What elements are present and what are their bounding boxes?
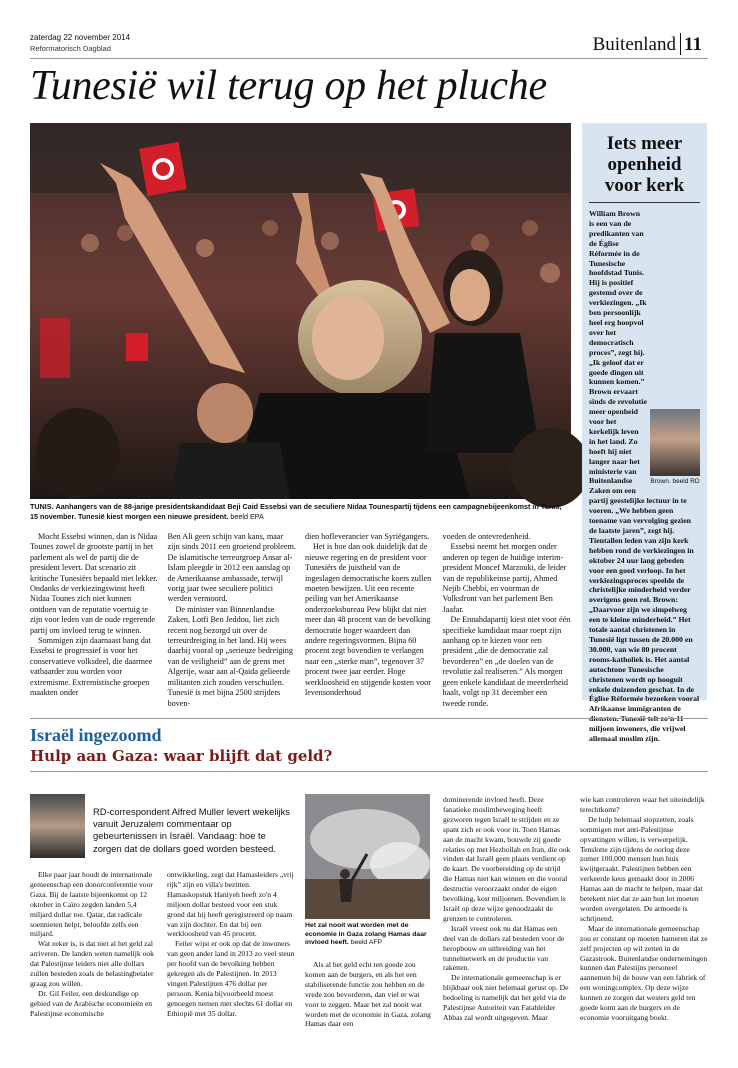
caption-label: TUNIS. [30,502,54,511]
main-photo [30,123,571,499]
sidebar-text: William Brown is een van de predikanten van de Église Réformée in de Tunesische hoofdstad Tunis. Hij is positief gestemd over de verkiezingen. „Ik ben persoonlijk heel erg hoopvol over het democratisch proces”, zegt hij. „Ik geloof dat er goede dingen uit kunnen komen.” Brown ervaart sinds de revolutie meer openheid voor het kerkelijk leven in het land. Zo hoeft hij niet langer naar het ministerie van Buitenlandse Zaken om een partij geestelijke lectuur in te voeren. „We hebben geen toename van vervolging gezien de laatste jaren”, zegt hij. Tientallen leden van zijn kerk hebben rond de verkiezingen in oktober 24 uur lang gebeden voor een goed verloop. In het verkiezingsproces speelde de christelijke minderheid verder overigens geen rol. Brown: „Daarvoor zijn we simpelweg een te kleine minderheid.” Het totale aantal christenen in Tunesië ligt tussen de 20.000 en 30.000, van wie 80 procent rooms-katholiek is. Het aantal autochtone Tunesische christenen wordt op hooguit enkele duizenden geschat. In de Église Réformée bezoeken vooral Afrikaanse immigranten de miljoen inwoners, die vrijwel allemaal moslim zijn. [589,209,700,744]
newspaper-name: Reformatorisch Dagblad [30,44,111,53]
paragraph: Maar de internationale gemeenschap zou er constant op moeten hameren dat ze zelf projecten op wil zetten in de Gazastrook. Buitenlandse ondernemingen kunnen dan Palestijns personeel aannemen bij de bouw van een fabriek of een woningcomplex. Op deze wijze kunnen ze zorgen dat westers geld ten goede komt aan de burgers en de economie vooruitgang boekt. [580,923,708,1022]
paragraph: Ben Ali geen schijn van kans, maar zijn sinds 2011 een groeiend probleem. De islamitische terreurgroep Ansar al-Islam pleegde in 2012 een aanslag op de Amerikaanse ambassade, terwijl vorig jaar twee seculiere politici werden vermoord. [167,532,296,604]
paragraph: Sommigen zijn daarnaast bang dat Essebsi te progressief is voor het conservatieve volksdeel, die daarmee vatbaarder zou worden voor extremisme. Extremistische groepen maakten onder [30,636,153,698]
paragraph: ontwikkeling, zegt dat Hamasleiders „vrij rijk” zijn en villa's bezitten. Hamaskopstuk Haniyeh heeft zo'n 4 miljoen dollar besteed voor een stuk grond dat hij heeft geregistreerd op naam van zijn dochter. En dat bij een werkloosheid van 45 procent. [167,870,294,939]
portrait-caption: Brown. beeld RD [650,478,700,485]
portrait-photo [650,409,700,476]
paragraph: Als al het geld echt ten goede zou komen aan de burgers, en als het een stabiliserende functie zou hebben en de vrede zou bevorderen, dan viel er wat voor te zeggen. Maar het zal nooit wat worden met de economie in Gaza, zolang Hamas daar een [305,960,431,1029]
article-column [30,532,159,707]
gaza-photo-caption [305,922,430,948]
caption-text: Het zal nooit wat worden met de economie in Gaza zolang Hamas daar invloed heeft. [305,922,427,947]
section-rule [30,771,708,772]
header-separator [680,33,681,55]
paragraph: Elke paar jaar houdt de internationale gemeenschap een donorconferentie voor Gaza. Bij de laatste bijeenkomst op 12 oktober in Caïro zegden landen 5,4 miljard dollar toe. Qatar, dat radicale soennieten helpt, beloofde zelfs een miljard. [30,870,153,939]
article-column [580,795,708,1060]
paragraph: De Ennahdapartij kiest niet voor één specifieke kandidaat maar roept zijn aanhang op te kiezen voor een president „die de democratie zal bevorderen” en „de doelen van de revolutie zal realiseren.” Als morgen geen enkele kandidaat de meerderheid haalt, volgt op 31 december een tweede ronde. [442,615,571,708]
portrait [650,409,700,486]
article-column [168,532,297,707]
page-number: 11 [684,34,702,55]
sidebar-title: Iets meer openheid voor kerk [604,133,685,196]
main-photo-caption [30,502,571,522]
paragraph: Het is hoe dan ook duidelijk dat de nieuwe regering en de president voor Tunesiërs de juistheid van de ingeslagen democratische koers zullen moeten bewijzen. Uit een recente peiling van het Amerikaanse onderzoeksbureau Pew blijkt dat niet meer dan 48 procent van de bevolking democratie hoger waardeert dan andere regeringsvormen. Bijna 60 procent zegt bovendien te verlangen naar een „sterke man”, tegenover 37 procent twee jaar eerder. Hoge werkloosheid en stijgende kosten voor levensonderhoud [305,542,432,698]
section-rule [30,718,708,719]
article-intro: RD-correspondent Alfred Muller levert wekelijks vanuit Jeruzalem commentaar op gebeurtenissen in Israël. Vandaag: hoe te zorgen dat de dollars goed worden besteed. [93,806,290,854]
main-article [30,532,571,707]
caption-credit: beeld EPA [230,512,264,521]
article-column [30,870,158,1060]
header-rule [30,58,708,59]
paragraph: voeden de ontevredenheid. [442,532,531,541]
section-title: Buitenland [592,34,676,55]
sidebar-rule [589,202,700,203]
caption-text: Aanhangers van de 88-jarige presidentskandidaat Beji Caid Essebsi van de seculiere Nidaa Tounespartij tijdens een campagnebijeenkomst in Tunis, 15 november. Tunesië kiest morgen een nieuwe president. [30,502,562,521]
article-column [443,795,571,1060]
caption-credit: beeld AFP [350,939,383,947]
paragraph: De internationale gemeenschap is er blijkbaar ook niet helemaal gerust op. De bedoeling is namelijk dat het geld via de Palestijnse Autoriteit van Fatahleider Abbas zal wordt uitgegeven. Maar [443,973,569,1022]
paragraph: Essebsi neemt het morgen onder anderen op tegen de huidige interim-president Moncef Marzouki, de leider van de republikeinse partij, Ahmed Nejib Chebbi, en voorman de Volksfront van het parlement Ben Jaafar. [442,542,567,614]
issue-date: zaterdag 22 november 2014 [30,33,131,42]
main-headline: Tunesië wil terug op het pluche [30,63,547,109]
section-kicker: Israël ingezoomd [30,725,162,745]
paragraph: Wat zeker is, is dat niet al het geld zal arriveren. De landen weten namelijk ook dat Palestijnse leiders niet alle dollars zullen besteden zoals de belastingbetaler graag zou willen. [30,939,154,988]
author-photo [30,794,85,858]
article-headline: Hulp aan Gaza: waar blijft dat geld? [30,747,333,765]
paragraph: Feiler wijst er ook op dat de inwoners van geen ander land in 2013 zo veel steun per hoofd van de bevolking hebben gekregen als de Palestijnen. In 2013 vingen Palestijnen 476 dollar per persoon. Kenia bijvoorbeeld moest genoegen nemen met slechts 61 dollar en Ethiopië met 35 dollar. [167,939,295,1018]
sidebar-box [582,123,707,744]
article-column [305,960,433,1060]
paragraph: dominerende invloed heeft. Deze fanatieke moslimbeweging heeft gezworen tegen Israël te strijden en ze spant zich er ook voor in. Toen Hamas aan de macht kwam, bouwde zij goede relaties op met Hezbollah en Iran, die ook vinden dat Israël geen plaats verdient op de kaart. De voorbereiding op de strijd die Hamas niet kan winnen en die vooral destructie veroorzaakt onder de eigen bevolking, kost miljoenen. Bovendien is Israël op deze wijze genoodzaakt de grenzen te controleren. [443,795,571,923]
article-column [305,532,434,707]
paragraph: Dr. Gil Feiler, een deskundige op gebied van de Arabische economieën en Palestijnse economische [30,988,153,1018]
paragraph: Israël vreest ook nu dat Hamas een deel van de dollars zal besteden voor de heropbouw en uitbreiding van het tunnelnetwerk en de productie van raketten. [443,923,565,973]
paragraph: wie kan controleren waar het uiteindelijk terechtkomt? [580,795,705,814]
paragraph: dien hofleverancier van Syriëgangers. [305,532,430,541]
paragraph: De minister van Binnenlandse Zaken, Lotfi Ben Jeddou, liet zich recent nog bezorgd uit over de terreurdreiging in het land. Hij wees daarbij vooral op „serieuze bedreiging van de veiligheid” aan de grens met Algerije, waar aan al-Qaida gelieerde militanten zich zouden verschuilen. Tunesië is met bijna 2500 strijders boven- [167,604,293,708]
paragraph: De hulp helemaal stopzetten, zoals sommigen met anti-Palestijnse opvattingen willen, is verwerpelijk. Tenslotte zijn tijdens de oorlog deze zomer 100.000 mensen hun huis kwijtgeraakt. Palestijnen hebben een verkeerde keus gemaakt door in 2006 Hamas aan de macht te helpen, maar dat betekent niet dat ze aan hun lot moeten worden overgelaten. De armoede is schrijnend. [580,814,703,923]
article-column [167,870,295,1060]
gaza-photo [305,794,430,919]
paragraph: Mocht Essebsi winnen, dan is Nidaa Tounes zowel de grootste partij in het parlement als wel de partij die de president levert. Dat scenario zit kritische Tunesiërs bepaald niet lekker. Ondanks de verkiezingswinst heeft Nidaa Tounes zich niet kunnen ontdoen van de reputatie voertuig te zijn voor leden van de oude regerende partij om invloed terug te winnen. [30,532,158,635]
article-column [443,532,572,707]
